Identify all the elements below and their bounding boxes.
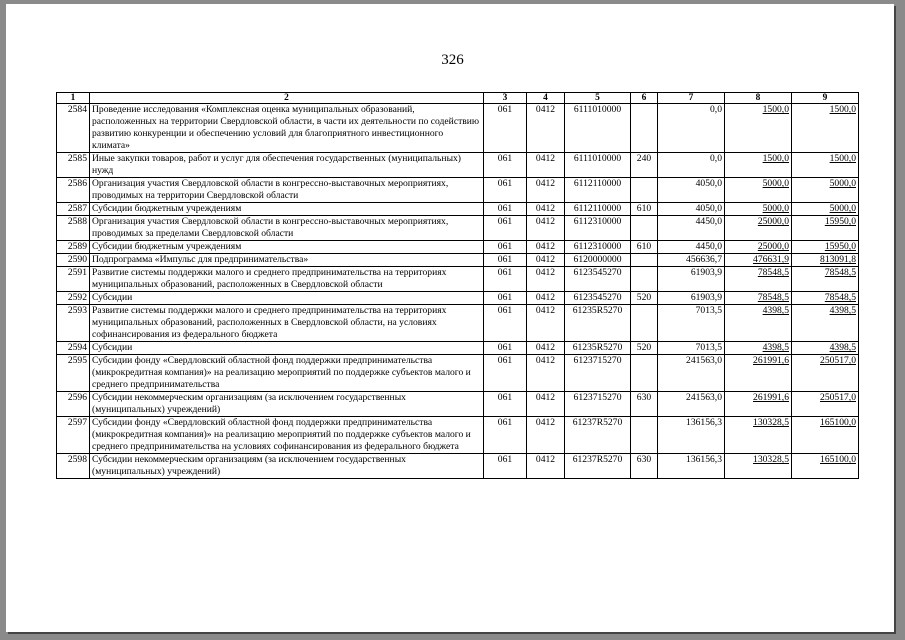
section-code: 0412 — [527, 305, 565, 342]
amount-col-7: 0,0 — [658, 104, 725, 153]
amount-col-9: 1500,0 — [792, 104, 859, 153]
row-name: Субсидии некоммерческим организациям (за исключением государственных (муниципальных) учреждений) — [90, 392, 484, 417]
section-code: 0412 — [527, 417, 565, 454]
section-code: 0412 — [527, 178, 565, 203]
table-header-row — [57, 93, 859, 104]
target-article-code: 6112110000 — [565, 178, 631, 203]
ministry-code: 061 — [484, 104, 527, 153]
amount-col-7: 4050,0 — [658, 203, 725, 216]
column-header: 4 — [527, 93, 565, 104]
ministry-code: 061 — [484, 203, 527, 216]
section-code: 0412 — [527, 292, 565, 305]
section-code: 0412 — [527, 153, 565, 178]
row-name: Иные закупки товаров, работ и услуг для обеспечения государственных (муниципальных) нужд — [90, 153, 484, 178]
table-row — [57, 454, 859, 479]
section-code: 0412 — [527, 104, 565, 153]
ministry-code: 061 — [484, 254, 527, 267]
amount-col-8: 130328,5 — [725, 417, 792, 454]
amount-col-7: 61903,9 — [658, 292, 725, 305]
amount-col-7: 136156,3 — [658, 454, 725, 479]
amount-col-8: 25000,0 — [725, 216, 792, 241]
expense-type-code — [631, 267, 658, 292]
target-article-code: 6123715270 — [565, 355, 631, 392]
row-number: 2586 — [57, 178, 90, 203]
amount-col-8: 25000,0 — [725, 241, 792, 254]
amount-col-8: 261991,6 — [725, 392, 792, 417]
amount-col-9: 813091,8 — [792, 254, 859, 267]
ministry-code: 061 — [484, 454, 527, 479]
ministry-code: 061 — [484, 342, 527, 355]
amount-col-9: 165100,0 — [792, 454, 859, 479]
amount-col-7: 4050,0 — [658, 178, 725, 203]
amount-col-9: 4398,5 — [792, 305, 859, 342]
amount-col-9: 15950,0 — [792, 216, 859, 241]
row-number: 2588 — [57, 216, 90, 241]
amount-col-8: 130328,5 — [725, 454, 792, 479]
target-article-code: 6111010000 — [565, 104, 631, 153]
row-number: 2590 — [57, 254, 90, 267]
amount-col-7: 4450,0 — [658, 241, 725, 254]
target-article-code: 6111010000 — [565, 153, 631, 178]
table-row — [57, 342, 859, 355]
amount-col-7: 7013,5 — [658, 342, 725, 355]
column-header: 7 — [658, 93, 725, 104]
amount-col-7: 456636,7 — [658, 254, 725, 267]
section-code: 0412 — [527, 342, 565, 355]
row-number: 2597 — [57, 417, 90, 454]
target-article-code: 6123545270 — [565, 267, 631, 292]
row-number: 2596 — [57, 392, 90, 417]
amount-col-9: 250517,0 — [792, 355, 859, 392]
row-name: Субсидии некоммерческим организациям (за исключением государственных (муниципальных) учреждений) — [90, 454, 484, 479]
amount-col-7: 4450,0 — [658, 216, 725, 241]
row-name: Проведение исследования «Комплексная оценка муниципальных образований, расположенных на территории Свердловской области, в части их деятельности по содействию развитию конкуренции и обеспечению условий для благоприятного инвестиционного климата» — [90, 104, 484, 153]
column-header: 8 — [725, 93, 792, 104]
expense-type-code — [631, 305, 658, 342]
amount-col-7: 7013,5 — [658, 305, 725, 342]
column-header: 2 — [90, 93, 484, 104]
section-code: 0412 — [527, 267, 565, 292]
amount-col-8: 78548,5 — [725, 267, 792, 292]
row-name: Подпрограмма «Импульс для предпринимательства» — [90, 254, 484, 267]
ministry-code: 061 — [484, 241, 527, 254]
budget-table — [56, 92, 859, 479]
amount-col-8: 1500,0 — [725, 153, 792, 178]
expense-type-code — [631, 355, 658, 392]
column-header: 5 — [565, 93, 631, 104]
amount-col-9: 5000,0 — [792, 178, 859, 203]
column-header: 3 — [484, 93, 527, 104]
table-row — [57, 292, 859, 305]
table-row — [57, 104, 859, 153]
amount-col-8: 5000,0 — [725, 203, 792, 216]
expense-type-code — [631, 254, 658, 267]
row-name: Развитие системы поддержки малого и среднего предпринимательства на территориях муниципальных образований, расположенных в Свердловской области — [90, 267, 484, 292]
target-article-code: 6112310000 — [565, 216, 631, 241]
row-number: 2591 — [57, 267, 90, 292]
expense-type-code: 520 — [631, 342, 658, 355]
column-header: 1 — [57, 93, 90, 104]
target-article-code: 61235R5270 — [565, 342, 631, 355]
amount-col-8: 4398,5 — [725, 305, 792, 342]
amount-col-8: 78548,5 — [725, 292, 792, 305]
target-article-code: 6120000000 — [565, 254, 631, 267]
table-row — [57, 241, 859, 254]
row-number: 2587 — [57, 203, 90, 216]
row-number: 2593 — [57, 305, 90, 342]
row-number: 2595 — [57, 355, 90, 392]
row-name: Субсидии бюджетным учреждениям — [90, 203, 484, 216]
row-name: Субсидии фонду «Свердловский областной фонд поддержки предпринимательства (микрокредитная компания)» на реализацию мероприятий по поддержке субъектов малого и среднего предпринимательства — [90, 355, 484, 392]
expense-type-code: 630 — [631, 454, 658, 479]
target-article-code: 6123545270 — [565, 292, 631, 305]
ministry-code: 061 — [484, 153, 527, 178]
section-code: 0412 — [527, 216, 565, 241]
expense-type-code — [631, 216, 658, 241]
ministry-code: 061 — [484, 292, 527, 305]
table-row — [57, 355, 859, 392]
amount-col-7: 136156,3 — [658, 417, 725, 454]
row-name: Развитие системы поддержки малого и среднего предпринимательства на территориях муниципальных образований, расположенных в Свердловской области, на условиях софинансирования из федерального бюджета — [90, 305, 484, 342]
row-name: Субсидии — [90, 342, 484, 355]
section-code: 0412 — [527, 355, 565, 392]
expense-type-code: 630 — [631, 392, 658, 417]
amount-col-9: 1500,0 — [792, 153, 859, 178]
ministry-code: 061 — [484, 178, 527, 203]
row-name: Субсидии фонду «Свердловский областной фонд поддержки предпринимательства (микрокредитная компания)» на реализацию мероприятий по поддержке субъектов малого и среднего предпринимательства на условиях софинансирования из федерального бюджета — [90, 417, 484, 454]
expense-type-code: 610 — [631, 203, 658, 216]
expense-type-code: 610 — [631, 241, 658, 254]
ministry-code: 061 — [484, 216, 527, 241]
amount-col-9: 250517,0 — [792, 392, 859, 417]
row-name: Организация участия Свердловской области в конгрессно-выставочных мероприятиях, проводимых за пределами Свердловской области — [90, 216, 484, 241]
column-header: 9 — [792, 93, 859, 104]
expense-type-code — [631, 104, 658, 153]
row-name: Субсидии — [90, 292, 484, 305]
target-article-code: 61237R5270 — [565, 417, 631, 454]
expense-type-code — [631, 178, 658, 203]
target-article-code: 6123715270 — [565, 392, 631, 417]
ministry-code: 061 — [484, 392, 527, 417]
expense-type-code — [631, 417, 658, 454]
amount-col-8: 4398,5 — [725, 342, 792, 355]
target-article-code: 6112310000 — [565, 241, 631, 254]
row-number: 2594 — [57, 342, 90, 355]
section-code: 0412 — [527, 454, 565, 479]
amount-col-9: 15950,0 — [792, 241, 859, 254]
amount-col-8: 261991,6 — [725, 355, 792, 392]
expense-type-code: 240 — [631, 153, 658, 178]
amount-col-7: 241563,0 — [658, 392, 725, 417]
amount-col-9: 4398,5 — [792, 342, 859, 355]
row-name: Субсидии бюджетным учреждениям — [90, 241, 484, 254]
section-code: 0412 — [527, 241, 565, 254]
amount-col-9: 165100,0 — [792, 417, 859, 454]
target-article-code: 61237R5270 — [565, 454, 631, 479]
amount-col-9: 5000,0 — [792, 203, 859, 216]
table-row — [57, 392, 859, 417]
table-row — [57, 267, 859, 292]
expense-type-code: 520 — [631, 292, 658, 305]
ministry-code: 061 — [484, 417, 527, 454]
row-name: Организация участия Свердловской области в конгрессно-выставочных мероприятиях, проводимых на территории Свердловской области — [90, 178, 484, 203]
amount-col-7: 61903,9 — [658, 267, 725, 292]
section-code: 0412 — [527, 392, 565, 417]
ministry-code: 061 — [484, 355, 527, 392]
amount-col-8: 476631,9 — [725, 254, 792, 267]
table-row — [57, 417, 859, 454]
amount-col-9: 78548,5 — [792, 292, 859, 305]
table-row — [57, 153, 859, 178]
row-number: 2592 — [57, 292, 90, 305]
section-code: 0412 — [527, 254, 565, 267]
table-row — [57, 203, 859, 216]
ministry-code: 061 — [484, 267, 527, 292]
row-number: 2589 — [57, 241, 90, 254]
amount-col-8: 1500,0 — [725, 104, 792, 153]
table-row — [57, 305, 859, 342]
row-number: 2585 — [57, 153, 90, 178]
ministry-code: 061 — [484, 305, 527, 342]
amount-col-9: 78548,5 — [792, 267, 859, 292]
amount-col-8: 5000,0 — [725, 178, 792, 203]
row-number: 2584 — [57, 104, 90, 153]
table-row — [57, 178, 859, 203]
table-row — [57, 254, 859, 267]
target-article-code: 61235R5270 — [565, 305, 631, 342]
target-article-code: 6112110000 — [565, 203, 631, 216]
amount-col-7: 0,0 — [658, 153, 725, 178]
row-number: 2598 — [57, 454, 90, 479]
column-header: 6 — [631, 93, 658, 104]
table-body — [57, 104, 859, 479]
amount-col-7: 241563,0 — [658, 355, 725, 392]
section-code: 0412 — [527, 203, 565, 216]
table-row — [57, 216, 859, 241]
page-number: 326 — [441, 52, 464, 68]
